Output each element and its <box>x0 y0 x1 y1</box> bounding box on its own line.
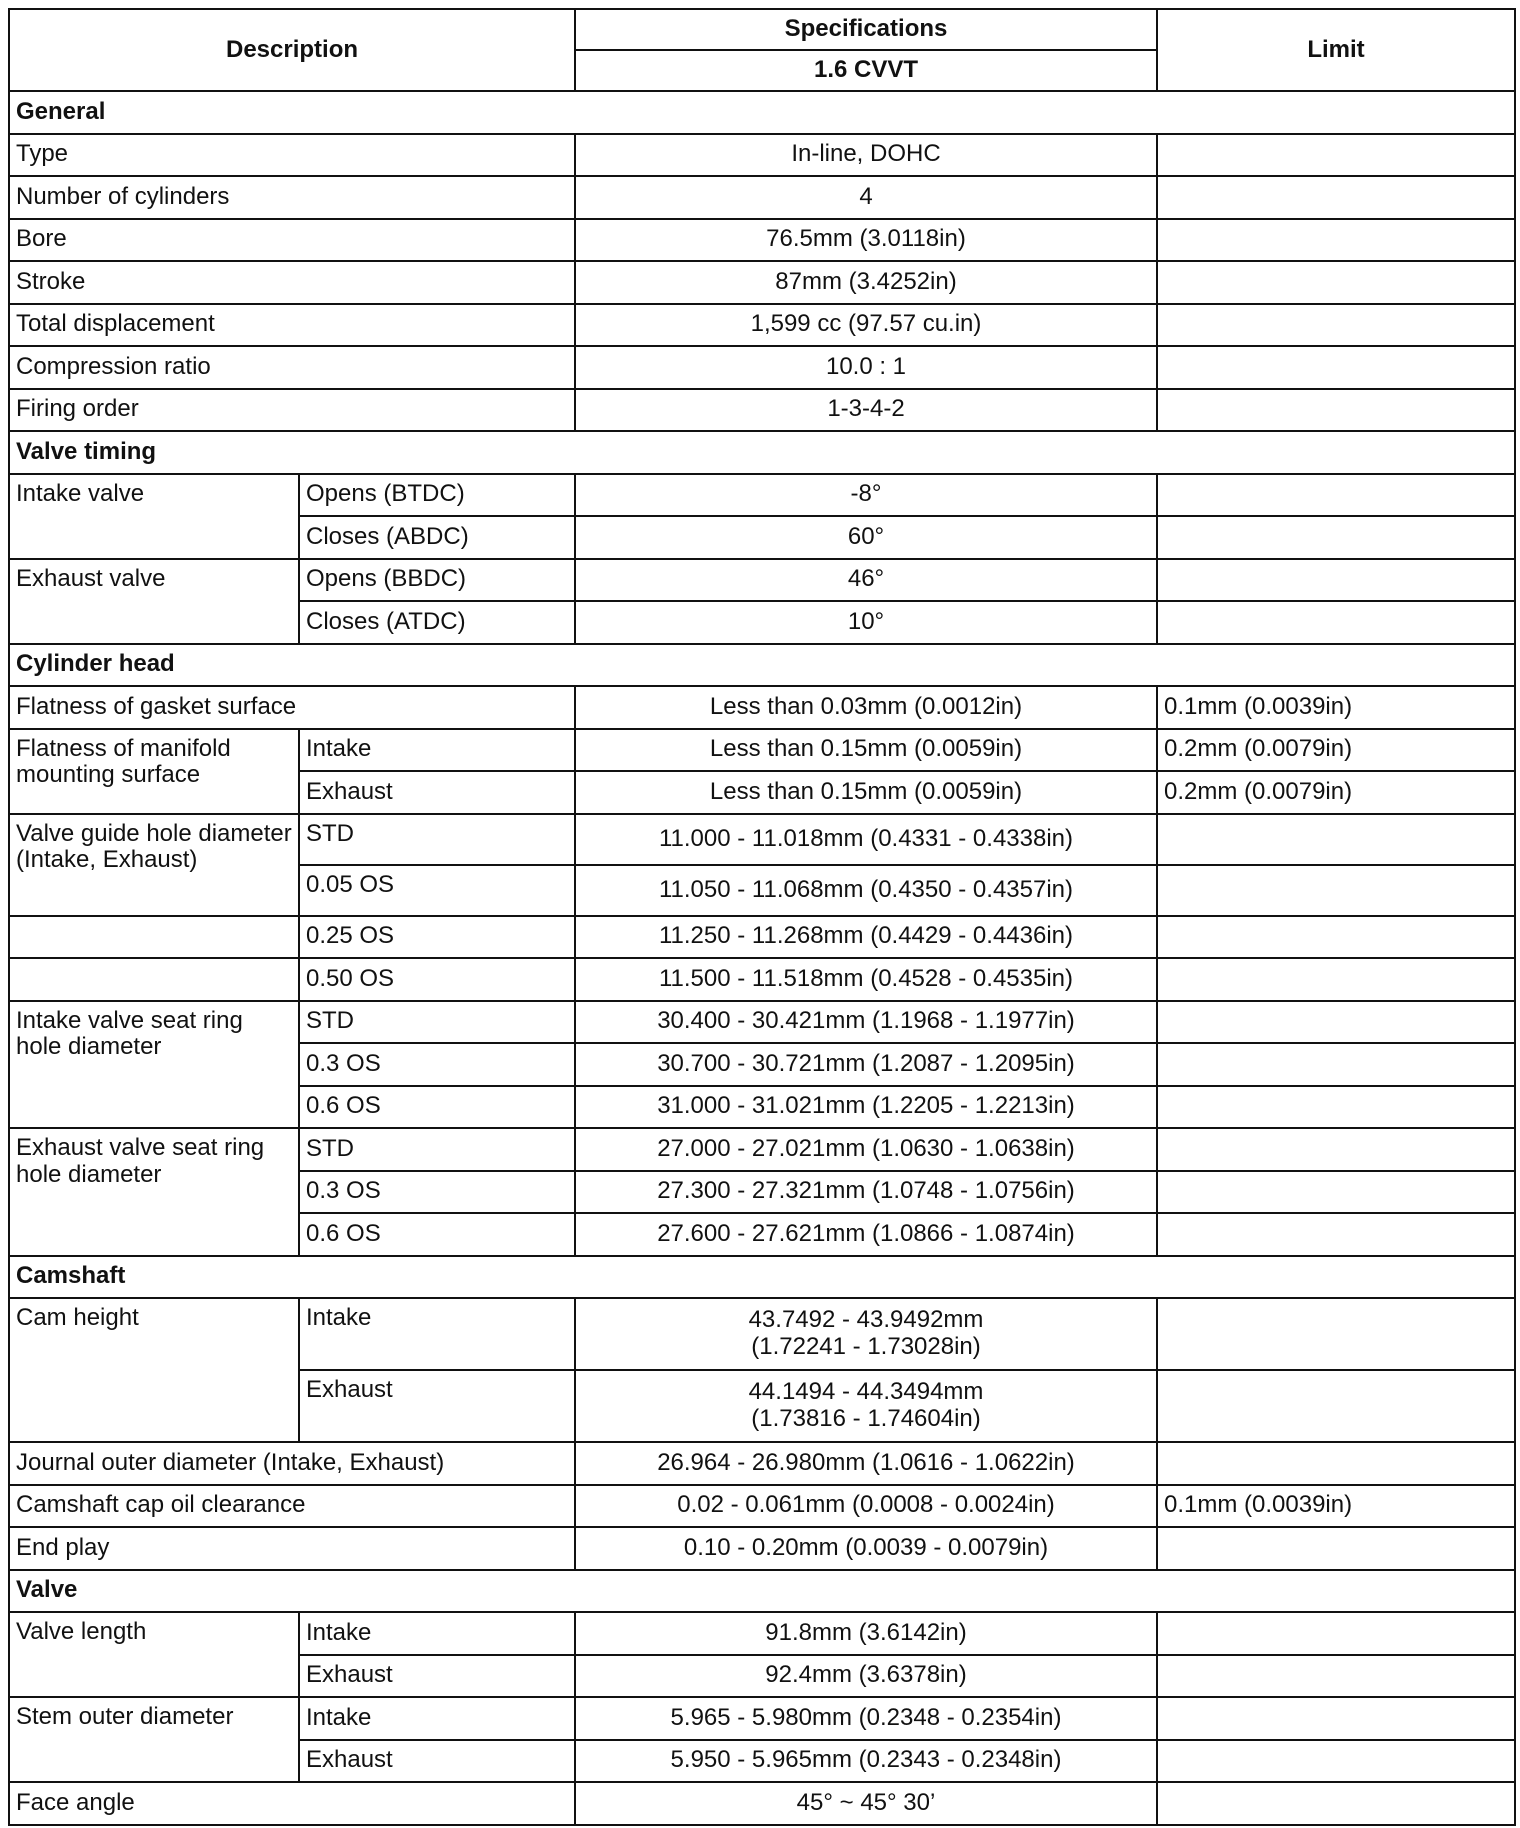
row-value: 10° <box>575 601 1157 644</box>
row-label: Stroke <box>9 261 575 304</box>
row-sublabel: 0.05 OS <box>299 865 575 916</box>
row-limit: 0.2mm (0.0079in) <box>1157 729 1515 772</box>
row-limit <box>1157 1043 1515 1086</box>
row-value: Less than 0.15mm (0.0059in) <box>575 729 1157 772</box>
row-value: 87mm (3.4252in) <box>575 261 1157 304</box>
row-value: 11.500 - 11.518mm (0.4528 - 0.4535in) <box>575 958 1157 1001</box>
row-label: Compression ratio <box>9 346 575 389</box>
row-value: 92.4mm (3.6378in) <box>575 1655 1157 1698</box>
row-label: Journal outer diameter (Intake, Exhaust) <box>9 1442 575 1485</box>
row-limit <box>1157 219 1515 262</box>
specifications-header: Specifications <box>575 9 1157 50</box>
row-sublabel: Closes (ABDC) <box>299 516 575 559</box>
row-sublabel: Intake <box>299 729 575 772</box>
row-limit <box>1157 261 1515 304</box>
row-limit <box>1157 474 1515 517</box>
table-row <box>9 1697 1515 1740</box>
row-limit <box>1157 1740 1515 1783</box>
table-row <box>9 176 1515 219</box>
row-limit: 0.2mm (0.0079in) <box>1157 771 1515 814</box>
row-limit <box>1157 1782 1515 1825</box>
row-limit: 0.1mm (0.0039in) <box>1157 686 1515 729</box>
row-value: 31.000 - 31.021mm (1.2205 - 1.2213in) <box>575 1086 1157 1129</box>
row-sublabel: Exhaust <box>299 1655 575 1698</box>
row-limit: 0.1mm (0.0039in) <box>1157 1485 1515 1528</box>
row-limit <box>1157 1697 1515 1740</box>
cam-exhaust-value-line2: (1.73816 - 1.74604in) <box>751 1405 981 1432</box>
row-limit <box>1157 1527 1515 1570</box>
row-value: 11.250 - 11.268mm (0.4429 - 0.4436in) <box>575 916 1157 959</box>
row-limit <box>1157 134 1515 177</box>
row-value: 1-3-4-2 <box>575 389 1157 432</box>
row-label: Stem outer diameter <box>9 1697 299 1782</box>
row-value: 11.000 - 11.018mm (0.4331 - 0.4338in) <box>575 814 1157 865</box>
row-sublabel: Exhaust <box>299 1740 575 1783</box>
section-row <box>9 91 1515 134</box>
section-valve-timing: Valve timing <box>9 431 1515 474</box>
row-label: Type <box>9 134 575 177</box>
row-sublabel: Intake <box>299 1697 575 1740</box>
section-camshaft: Camshaft <box>9 1256 1515 1299</box>
section-row <box>9 1256 1515 1299</box>
row-label: Total displacement <box>9 304 575 347</box>
row-sublabel: 0.50 OS <box>299 958 575 1001</box>
row-value: 46° <box>575 559 1157 602</box>
row-limit <box>1157 916 1515 959</box>
table-row <box>9 958 1515 1001</box>
row-limit <box>1157 814 1515 865</box>
row-sublabel: 0.3 OS <box>299 1043 575 1086</box>
row-limit <box>1157 176 1515 219</box>
row-label-empty <box>9 916 299 959</box>
section-cylinder-head: Cylinder head <box>9 644 1515 687</box>
row-label: Cam height <box>9 1298 299 1442</box>
table-row <box>9 1128 1515 1171</box>
cam-exhaust-value-line1: 44.1494 - 44.3494mm <box>748 1378 984 1406</box>
section-row <box>9 431 1515 474</box>
row-sublabel: Closes (ATDC) <box>299 601 575 644</box>
row-sublabel: STD <box>299 1001 575 1044</box>
row-value: 45° ~ 45° 30’ <box>575 1782 1157 1825</box>
table-row <box>9 134 1515 177</box>
row-value: 5.950 - 5.965mm (0.2343 - 0.2348in) <box>575 1740 1157 1783</box>
row-sublabel: 0.25 OS <box>299 916 575 959</box>
row-sublabel: Opens (BTDC) <box>299 474 575 517</box>
table-row <box>9 916 1515 959</box>
row-limit <box>1157 559 1515 602</box>
row-value: 27.600 - 27.621mm (1.0866 - 1.0874in) <box>575 1213 1157 1256</box>
row-label: End play <box>9 1527 575 1570</box>
row-value: In-line, DOHC <box>575 134 1157 177</box>
row-value: 91.8mm (3.6142in) <box>575 1612 1157 1655</box>
row-limit <box>1157 1655 1515 1698</box>
cam-intake-value-line2: (1.72241 - 1.73028in) <box>751 1333 981 1360</box>
row-limit <box>1157 1213 1515 1256</box>
section-valve: Valve <box>9 1570 1515 1613</box>
table-row <box>9 1782 1515 1825</box>
row-sublabel: Opens (BBDC) <box>299 559 575 602</box>
row-sublabel: STD <box>299 1128 575 1171</box>
row-value: 11.050 - 11.068mm (0.4350 - 0.4357in) <box>575 865 1157 916</box>
row-limit <box>1157 304 1515 347</box>
table-row <box>9 814 1515 865</box>
row-sublabel: Exhaust <box>299 1370 575 1442</box>
table-row <box>9 1001 1515 1044</box>
table-row <box>9 1527 1515 1570</box>
row-sublabel: Exhaust <box>299 771 575 814</box>
row-sublabel: 0.6 OS <box>299 1213 575 1256</box>
row-label: Flatness of manifold mounting surface <box>9 729 299 814</box>
row-label: Bore <box>9 219 575 262</box>
row-label: Face angle <box>9 1782 575 1825</box>
row-label: Valve length <box>9 1612 299 1697</box>
table-row <box>9 346 1515 389</box>
table-row <box>9 1612 1515 1655</box>
table-row <box>9 474 1515 517</box>
cam-intake-value-line1: 43.7492 - 43.9492mm <box>748 1306 984 1334</box>
row-value: 0.10 - 0.20mm (0.0039 - 0.0079in) <box>575 1527 1157 1570</box>
table-row <box>9 686 1515 729</box>
header-row <box>9 9 1515 50</box>
table-row <box>9 1485 1515 1528</box>
table-row <box>9 1442 1515 1485</box>
row-value: 0.02 - 0.061mm (0.0008 - 0.0024in) <box>575 1485 1157 1528</box>
row-limit <box>1157 1128 1515 1171</box>
row-limit <box>1157 389 1515 432</box>
row-sublabel: 0.6 OS <box>299 1086 575 1129</box>
row-sublabel: Intake <box>299 1298 575 1370</box>
row-value: 1,599 cc (97.57 cu.in) <box>575 304 1157 347</box>
section-row <box>9 644 1515 687</box>
row-limit <box>1157 1171 1515 1214</box>
row-value: 26.964 - 26.980mm (1.0616 - 1.0622in) <box>575 1442 1157 1485</box>
row-limit <box>1157 1298 1515 1370</box>
row-limit <box>1157 346 1515 389</box>
table-row <box>9 559 1515 602</box>
row-limit <box>1157 1001 1515 1044</box>
table-row <box>9 389 1515 432</box>
row-value: 4 <box>575 176 1157 219</box>
row-limit <box>1157 516 1515 559</box>
row-label: Intake valve <box>9 474 299 559</box>
row-limit <box>1157 601 1515 644</box>
row-value <box>575 1298 1157 1370</box>
row-value: 60° <box>575 516 1157 559</box>
row-value: 30.700 - 30.721mm (1.2087 - 1.2095in) <box>575 1043 1157 1086</box>
limit-header: Limit <box>1157 9 1515 91</box>
row-sublabel: Intake <box>299 1612 575 1655</box>
model-header: 1.6 CVVT <box>575 50 1157 91</box>
row-limit <box>1157 1442 1515 1485</box>
row-value: 30.400 - 30.421mm (1.1968 - 1.1977in) <box>575 1001 1157 1044</box>
row-sublabel: STD <box>299 814 575 865</box>
row-label: Number of cylinders <box>9 176 575 219</box>
row-limit <box>1157 1370 1515 1442</box>
row-value: 10.0 : 1 <box>575 346 1157 389</box>
row-value: -8° <box>575 474 1157 517</box>
row-value <box>575 1370 1157 1442</box>
table-row <box>9 304 1515 347</box>
description-header: Description <box>9 9 575 91</box>
row-limit <box>1157 1612 1515 1655</box>
row-label: Firing order <box>9 389 575 432</box>
row-value: Less than 0.03mm (0.0012in) <box>575 686 1157 729</box>
table-row <box>9 729 1515 772</box>
row-limit <box>1157 958 1515 1001</box>
row-sublabel: 0.3 OS <box>299 1171 575 1214</box>
section-general: General <box>9 91 1515 134</box>
row-label: Valve guide hole diameter (Intake, Exhaust) <box>9 814 299 916</box>
row-label: Camshaft cap oil clearance <box>9 1485 575 1528</box>
section-row <box>9 1570 1515 1613</box>
row-label: Exhaust valve <box>9 559 299 644</box>
row-value: 27.300 - 27.321mm (1.0748 - 1.0756in) <box>575 1171 1157 1214</box>
row-label: Intake valve seat ring hole diameter <box>9 1001 299 1129</box>
table-row <box>9 219 1515 262</box>
row-limit <box>1157 865 1515 916</box>
row-value: 76.5mm (3.0118in) <box>575 219 1157 262</box>
row-value: 27.000 - 27.021mm (1.0630 - 1.0638in) <box>575 1128 1157 1171</box>
row-limit <box>1157 1086 1515 1129</box>
row-value: Less than 0.15mm (0.0059in) <box>575 771 1157 814</box>
table-row <box>9 261 1515 304</box>
row-label: Flatness of gasket surface <box>9 686 575 729</box>
row-label-empty <box>9 958 299 1001</box>
row-label: Exhaust valve seat ring hole diameter <box>9 1128 299 1256</box>
table-row <box>9 1298 1515 1370</box>
engine-spec-table <box>8 8 1516 1826</box>
row-value: 5.965 - 5.980mm (0.2348 - 0.2354in) <box>575 1697 1157 1740</box>
